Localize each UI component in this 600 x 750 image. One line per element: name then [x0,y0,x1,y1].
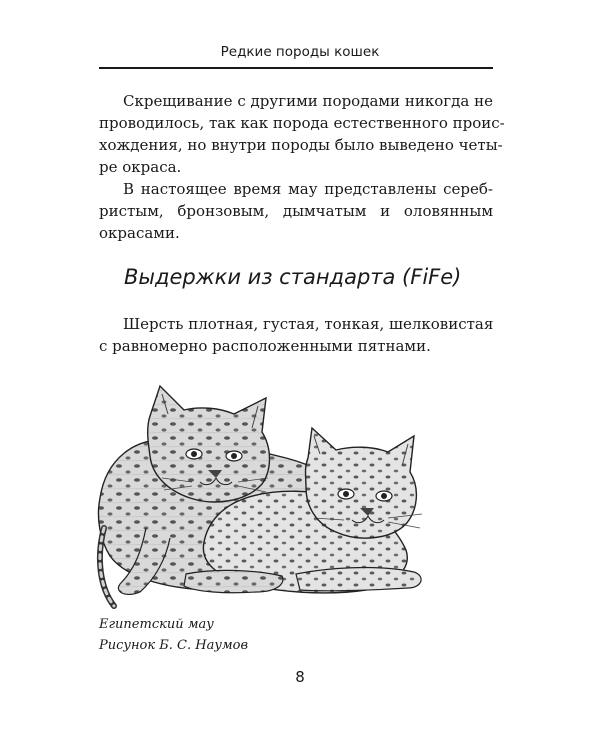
paragraph-crossbreeding [99,90,505,178]
text-line: проводилось, так как порода естественного проис- [99,114,505,132]
text-line: В настоящее время мау представлены сереб- [123,180,493,198]
caption-title: Египетский мау [99,617,214,632]
egyptian-mau-illustration [96,378,442,610]
paragraph-coat [99,313,493,357]
text-line: Шерсть плотная, густая, тонкая, шелковистая [123,315,494,333]
paragraph-colors [99,178,493,244]
running-head: Редкие породы кошек [220,44,380,60]
text-line: Скрещивание с другими породами никогда не [123,92,493,110]
page-number: 8 [295,668,305,686]
text-line: ристым, бронзовым, дымчатым и оловянным [99,202,493,220]
text-line: хождения, но внутри породы было выведено четы- [99,136,503,154]
text-line: ре окраса. [99,158,182,176]
text-line: с равномерно расположенными пятнами. [99,337,431,355]
figure-caption [99,614,248,656]
header-rule [99,67,493,69]
section-heading: Выдержки из стандарта (FiFe) [124,265,462,289]
text-line: окрасами. [99,224,180,242]
caption-credit: Рисунок Б. С. Наумов [99,638,249,653]
